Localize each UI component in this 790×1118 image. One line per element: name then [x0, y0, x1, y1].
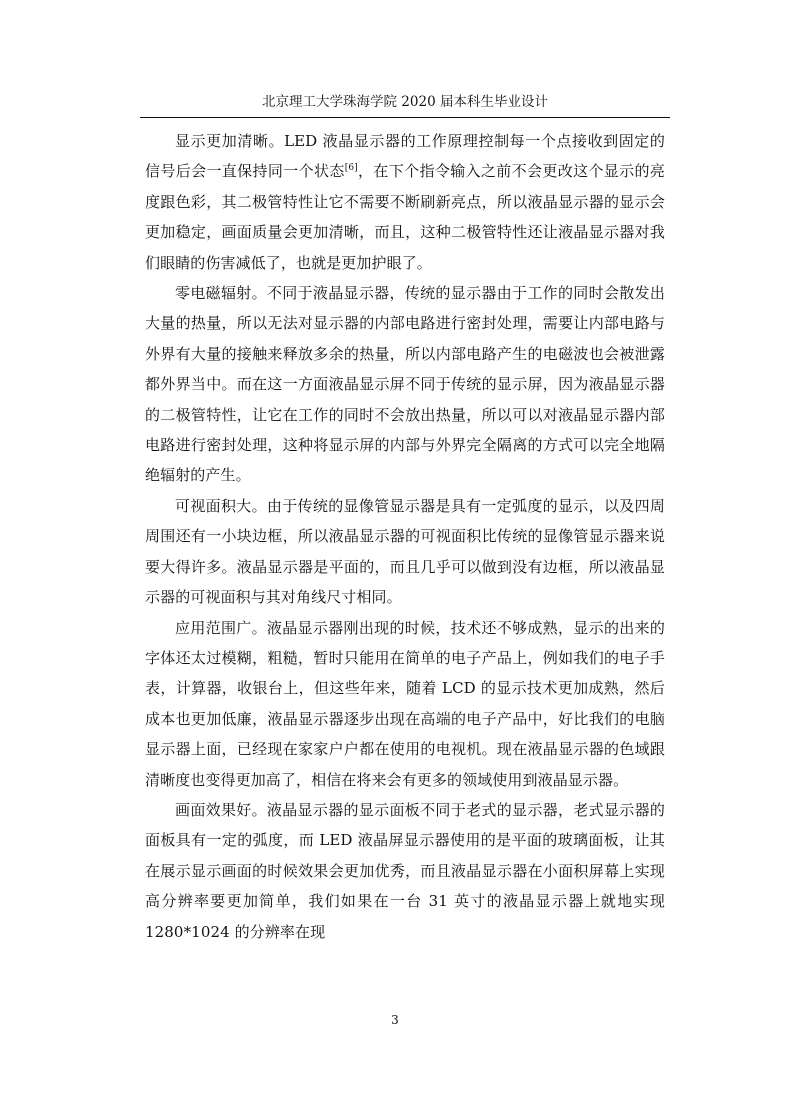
- paragraph-viewable-area: 可视面积大。由于传统的显像管显示器是具有一定弧度的显示，以及四周周围还有一小块边框，所以液晶显示器的可视面积比传统的显像管显示器来说要大得许多。液晶显示器是平面的，而且几乎可以做到没有边框，所以液晶显示器的可视面积与其对角线尺寸相同。: [145, 496, 665, 607]
- paragraph-text: 显示更加清晰。LED 液晶显示器的工作原理控制每一个点接收到固定的信号后会一直保持同一个状态: [145, 132, 665, 181]
- citation-reference: [6]: [344, 163, 358, 174]
- header-rule: [140, 117, 670, 118]
- paragraph-application-range: 应用范围广。液晶显示器刚出现的时候，技术还不够成熟，显示的出来的字体还太过模糊，粗糙，暂时只能用在简单的电子产品上，例如我们的电子手表，计算器，收银台上，但这些年来，随着 LCD 的显示技术更加成熟，然后成本也更加低廉，液晶显示器逐步出现在高端的电子产品中，好比我们的电脑显示器上面，已经现在家家户户都在使用的电视机。现在液晶显示器的色域跟清晰度也变得更加高了，相信在将来会有更多的领域使用到液晶显示器。: [145, 618, 665, 789]
- page-header-title: 北京理工大学珠海学院 2020 届本科生毕业设计: [262, 94, 548, 110]
- body-text: [145, 126, 665, 947]
- paragraph-picture-quality: 画面效果好。液晶显示器的显示面板不同于老式的显示器，老式显示器的面板具有一定的弧度，而 LED 液晶屏显示器使用的是平面的玻璃面板，让其在展示显示画面的时候效果会更加优秀，而且液晶显示器在小面积屏幕上实现高分辨率要更加简单，我们如果在一台 31 英寸的液晶显示器上就地实现 1280*1024 的分辨率在现: [145, 800, 665, 941]
- paragraph-zero-radiation: 零电磁辐射。不同于液晶显示器，传统的显示器由于工作的同时会散发出大量的热量，所以无法对显示器的内部电路进行密封处理，需要让内部电路与外界有大量的接触来释放多余的热量，所以内部电路产生的电磁波也会被泄露都外界当中。而在这一方面液晶显示屏不同于传统的显示屏，因为液晶显示器的二极管特性，让它在工作的同时不会放出热量，所以可以对液晶显示器内部电路进行密封处理，这种将显示屏的内部与外界完全隔离的方式可以完全地隔绝辐射的产生。: [145, 284, 665, 485]
- paragraph-text: ，在下个指令输入之前不会更改这个显示的亮度跟色彩，其二极管特性让它不需要不断刷新亮点，所以液晶显示器的显示会更加稳定，画面质量会更加清晰，而且，这种二极管特性还让液晶显示器对我们眼睛的伤害减低了，也就是更加护眼了。: [145, 162, 665, 272]
- page-number: 3: [391, 1013, 399, 1027]
- paragraph-display-clarity: [145, 126, 665, 278]
